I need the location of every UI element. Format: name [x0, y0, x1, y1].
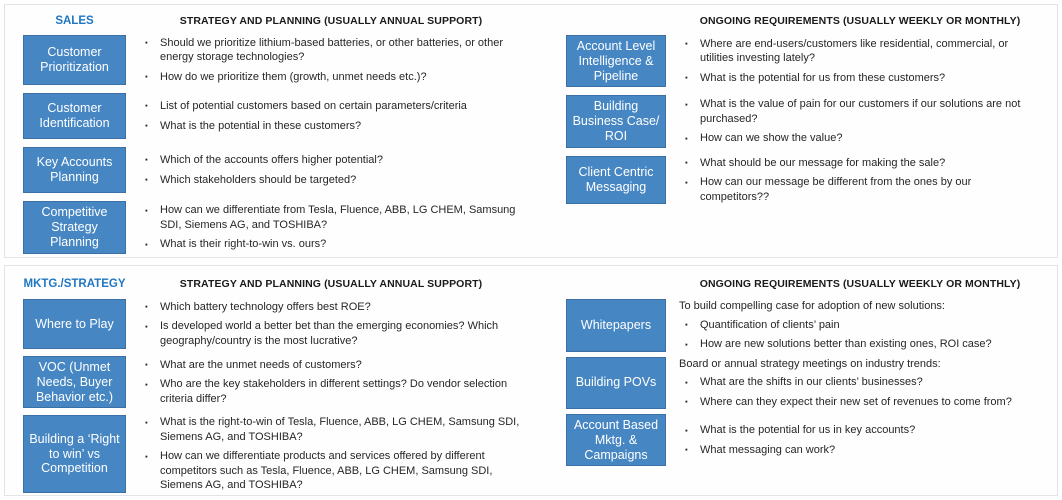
square-bullet-icon: ▪ [685, 339, 688, 349]
bullet-item [685, 71, 1041, 86]
bullet-item [145, 70, 523, 85]
square-bullet-icon: ▪ [145, 205, 148, 215]
topic-box-competitive-strategy-planning: Competitive Strategy Planning [23, 201, 126, 254]
square-bullet-icon: ▪ [685, 377, 688, 387]
sales-ongoing-rows [566, 35, 1041, 204]
topic-box-building-povs: Building POVs [566, 357, 666, 410]
bullet-item [145, 415, 523, 444]
bullet-item [685, 37, 1041, 66]
topic-box-key-accounts-planning: Key Accounts Planning [23, 147, 126, 193]
topic-box-account-level-intelligence: Account Level Intelligence & Pipeline [566, 35, 666, 87]
bullet-text: What is their right-to-win vs. ours? [160, 238, 327, 251]
bullet-text: What is the value of pain for our customers if our solutions are not purchased? [700, 98, 1021, 125]
mktg-ongoing-rows [566, 299, 1041, 466]
square-bullet-icon: ▪ [145, 155, 148, 165]
topic-box-client-centric-messaging: Client Centric Messaging [566, 156, 666, 205]
bullet-text: How can we differentiate from Tesla, Fluence, ABB, LG CHEM, Samsung SDI, Siemens AG, and TOSHIBA? [160, 204, 516, 231]
topic-box-customer-identification: Customer Identification [23, 93, 126, 139]
bullet-text: What is the potential in these customers? [160, 119, 362, 132]
table-row [566, 414, 1041, 466]
square-bullet-icon: ▪ [685, 39, 688, 49]
square-bullet-icon: ▪ [685, 99, 688, 109]
bullet-item [145, 203, 523, 232]
bullet-text: Which stakeholders should be targeted? [160, 173, 357, 186]
bullet-item [145, 173, 523, 188]
bullet-text: What should be our message for making the sale? [700, 156, 946, 169]
square-bullet-icon: ▪ [145, 379, 148, 389]
bullet-text: Is developed world a better bet than the emerging economies? Which geography/country is the most lucrative? [160, 320, 499, 347]
bullet-text: Should we prioritize lithium-based batteries, or other batteries, or other energy storage technologies? [160, 36, 504, 64]
topic-box-where-to-play: Where to Play [23, 299, 126, 349]
bullet-item [145, 358, 523, 373]
bullet-text: What is the potential for us from these customers? [700, 71, 946, 84]
square-bullet-icon: ▪ [145, 321, 148, 331]
table-row [566, 35, 1041, 87]
bullet-group [139, 36, 523, 85]
table-row [566, 299, 1041, 352]
bullet-text: What are the unmet needs of customers? [160, 358, 362, 371]
bullet-group [679, 423, 1041, 457]
bullet-item [685, 131, 1041, 146]
mktg-strategy-section-panel [4, 265, 1058, 496]
bullet-group [679, 97, 1041, 146]
sales-ongoing-header-row [566, 10, 1041, 32]
bullet-item [145, 377, 523, 406]
bullet-item [685, 318, 1041, 333]
table-row [23, 35, 523, 85]
square-bullet-icon: ▪ [685, 425, 688, 435]
mktg-planning-rows [23, 299, 523, 493]
bullet-item [685, 395, 1041, 410]
bullet-text: What are the shifts in our clients’ businesses? [700, 376, 923, 389]
bullet-text: Which battery technology offers best ROE? [160, 300, 371, 313]
bullet-text: How can our message be different from the ones by our competitors?? [700, 176, 972, 203]
topic-box-whitepapers: Whitepapers [566, 299, 666, 352]
bullet-item [145, 36, 523, 65]
column-header-planning: STRATEGY AND PLANNING (USUALLY ANNUAL SUPPORT) [179, 15, 483, 27]
bullet-text: How can we show the value? [700, 132, 843, 145]
square-bullet-icon: ▪ [145, 302, 148, 312]
topic-box-building-business-case-roi: Building Business Case/ ROI [566, 95, 666, 147]
bullet-text: Where are end-users/customers like residential, commercial, or utilities investing lately? [700, 37, 1009, 65]
bullet-item [145, 99, 523, 114]
table-row [23, 147, 523, 193]
square-bullet-icon: ▪ [145, 121, 148, 130]
square-bullet-icon: ▪ [145, 451, 148, 461]
bullet-item [685, 423, 1041, 438]
square-bullet-icon: ▪ [145, 360, 148, 370]
table-row [23, 93, 523, 139]
bullet-text: What is the right-to-win of Tesla, Fluence, ABB, LG CHEM, Samsung SDI, Siemens AG, and TOSHIBA? [160, 416, 520, 443]
sales-ongoing-column [531, 5, 1057, 257]
table-row [566, 95, 1041, 147]
bullet-item [685, 156, 1041, 171]
bullet-group [139, 300, 523, 349]
square-bullet-icon: ▪ [685, 320, 688, 330]
mktg-planning-header-row [23, 272, 523, 296]
section-title-mktg-strategy: MKTG./STRATEGY [23, 278, 126, 290]
square-bullet-icon: ▪ [685, 73, 688, 83]
bullet-group [679, 357, 1041, 410]
bullet-group [679, 156, 1041, 205]
table-row [23, 201, 523, 254]
bullet-item [145, 449, 523, 493]
topic-box-right-to-win-vs-competition: Building a ‘Right to win’ vs Competition [23, 415, 126, 493]
table-row [23, 356, 523, 408]
bullet-text: List of potential customers based on certain parameters/criteria [160, 99, 467, 112]
bullet-group [139, 415, 523, 493]
square-bullet-icon: ▪ [145, 239, 148, 249]
bullet-text: How do we prioritize them (growth, unmet needs etc.)? [160, 70, 427, 83]
bullet-item [685, 175, 1041, 204]
bullet-item [685, 375, 1041, 390]
bullet-text: How are new solutions better than existing ones, ROI case? [700, 338, 992, 351]
section-title-sales: SALES [55, 15, 94, 27]
topic-box-account-based-mktg: Account Based Mktg. & Campaigns [566, 414, 666, 466]
intro-label: Board or annual strategy meetings on industry trends: [679, 357, 941, 370]
bullet-item [685, 443, 1041, 458]
column-header-planning: STRATEGY AND PLANNING (USUALLY ANNUAL SUPPORT) [179, 278, 483, 290]
bullet-item [145, 319, 523, 348]
topic-box-voc: VOC (Unmet Needs, Buyer Behavior etc.) [23, 356, 126, 408]
mktg-ongoing-header-row [566, 272, 1041, 296]
bullet-text: Who are the key stakeholders in different settings? Do vendor selection criteria differ? [160, 378, 508, 405]
bullet-group [139, 358, 523, 407]
bullet-text: Quantification of clients’ pain [700, 318, 840, 331]
topic-box-customer-prioritization: Customer Prioritization [23, 35, 126, 85]
sales-planning-column [5, 5, 531, 257]
mktg-planning-column [5, 266, 531, 495]
bullet-item [145, 119, 523, 134]
square-bullet-icon: ▪ [145, 417, 148, 427]
bullet-text: What messaging can work? [700, 443, 836, 456]
intro-text [679, 299, 1041, 314]
bullet-item [685, 337, 1041, 352]
square-bullet-icon: ▪ [145, 38, 148, 48]
sales-section-panel [4, 4, 1058, 258]
square-bullet-icon: ▪ [685, 397, 688, 407]
bullet-group [139, 153, 523, 187]
bullet-item [145, 300, 523, 315]
bullet-text: Which of the accounts offers higher potential? [160, 153, 383, 166]
square-bullet-icon: ▪ [145, 72, 148, 82]
bullet-text: How can we differentiate products and services offered by different competitors such as Tesla, Fluence, ABB, LG CHEM, Samsung SDI, Siemens AG, and TOSHIBA? [160, 450, 493, 492]
sales-planning-header-row [23, 10, 523, 32]
bullet-item [145, 237, 523, 252]
bullet-group [679, 37, 1041, 86]
square-bullet-icon: ▪ [145, 175, 148, 184]
intro-label: To build compelling case for adoption of new solutions: [679, 300, 945, 312]
bullet-group [679, 299, 1041, 352]
square-bullet-icon: ▪ [145, 101, 148, 111]
square-bullet-icon: ▪ [685, 158, 688, 167]
bullet-text: Where can they expect their new set of revenues to come from? [700, 395, 1012, 408]
column-header-ongoing: ONGOING REQUIREMENTS (USUALLY WEEKLY OR MONTHLY) [699, 278, 1021, 290]
column-header-ongoing: ONGOING REQUIREMENTS (USUALLY WEEKLY OR MONTHLY) [699, 15, 1021, 27]
bullet-text: What is the potential for us in key accounts? [700, 424, 916, 437]
bullet-group [139, 99, 523, 133]
intro-text [679, 357, 1041, 372]
table-row [23, 415, 523, 493]
square-bullet-icon: ▪ [685, 133, 688, 143]
bullet-group [139, 203, 523, 252]
sales-planning-rows [23, 35, 523, 254]
bullet-item [145, 153, 523, 168]
bullet-item [685, 97, 1041, 126]
table-row [23, 299, 523, 349]
square-bullet-icon: ▪ [685, 177, 688, 187]
table-row [566, 156, 1041, 205]
square-bullet-icon: ▪ [685, 445, 688, 455]
mktg-ongoing-column [531, 266, 1057, 495]
table-row [566, 357, 1041, 410]
